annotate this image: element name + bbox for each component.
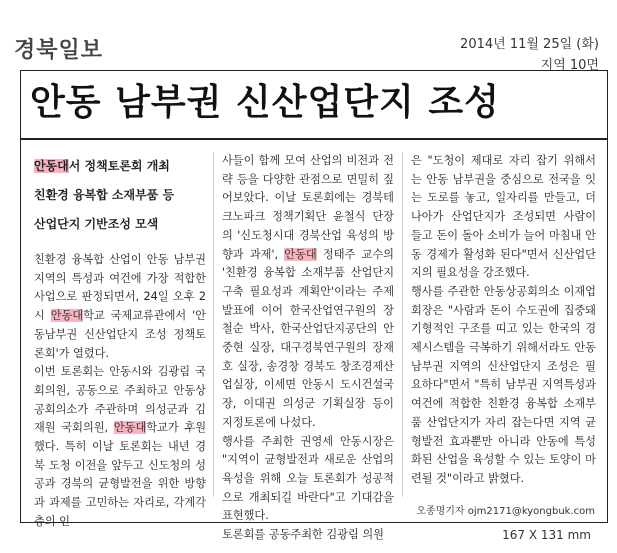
headline-rule: [21, 138, 607, 140]
paragraph: 토론회를 공동주최한 김광림 의원: [222, 528, 384, 542]
subheads: [34, 152, 206, 239]
article-column-3: [411, 152, 596, 489]
paragraph: 친환경 융복합 산업이 안동 남부권 지역의 특성과 여건에 가장 적합한 사업으로 판정되면서, 24일 오후 2시 안동대학교 국제교류관에서 '안동남부권 신산업단지 조성 정책토론회'가 열렸다.: [34, 253, 206, 360]
clipping-size: 167 X 131 mm: [502, 528, 591, 542]
paragraph: 이번 토론회는 안동시와 김광림 국회의원, 공동으로 주최하고 안동상공회의소가 주관하며 의성군과 김재원 국회의원, 안동대학교가 후원했다. 특히 이날 토론회는 내년 경북 도청 이전을 앞두고 신도청의 성공과 경북의 균형발전을 위한 방향과 과제를 고민하는 자리로, 각계각층의 인: [34, 365, 206, 528]
article-column-2: [222, 152, 394, 545]
subhead: 산업단지 기반조성 모색: [34, 217, 159, 231]
column-divider: [213, 152, 214, 497]
section-page: 지역 10면: [540, 58, 599, 73]
column-divider: [402, 152, 403, 497]
paragraph: 은 "도청이 제대로 자리 잡기 위해서는 안동 남부권을 중심으로 전국을 잇는 도로를 놓고, 일자리를 만들고, 더 나아가 산업단지가 조성되면 사람이 들고 돈이 돌아 소비가 늘어 마침내 안동 경제가 활성화 된다"면서 신산업단지의 필요성을 강조했다.: [411, 154, 596, 280]
highlight: 안동대: [50, 309, 84, 323]
highlight: 안동대: [113, 421, 147, 435]
subhead: 안동대서 정책토론회 개최: [34, 159, 170, 173]
article-column-1: [34, 152, 206, 532]
highlight: 안동대: [284, 247, 317, 261]
paragraph: 사들이 함께 모여 산업의 비전과 전략 등을 다양한 관점으로 면밀히 짚어보았다. 이날 토론회에는 경북테크노파크 정책기획단 윤철식 단장의 '신도청시대 경북산업 육성의 방향과 과제', 안동대 정태주 교수의 '친환경 융복합 소재부품 산업단지 구축 필요성과 계획안'이라는 주제발표에 이어 한국산업연구원의 장철순 박사, 한국산업단지공단의 안중현 실장, 대구경북연구원의 장재호 실장, 송경창 경북도 창조경제산업실장, 이세면 안동시 도시건설국장, 이대권 의성군 기획실장 등이 지정토론에 나섰다.: [222, 154, 394, 429]
subhead: 친환경 융복합 소재부품 등: [34, 188, 175, 202]
highlight: 안동대: [34, 159, 69, 173]
masthead: 경북일보: [14, 38, 104, 63]
paragraph: 행사를 주관한 안동상공회의소 이재업 회장은 "사람과 돈이 수도권에 집중돼 기형적인 구조를 띠고 있는 한국의 경제시스템을 극복하기 위해서라도 안동 남부권 지역의 신산업단지 조성은 필요하다"면서 "특히 남부권 지역특성과 여건에 적합한 친환경 융복합 소재부품 산업단지가 자리 잡는다면 지역 균형발전 효과뿐만 아니라 안동에 특성화된 산업을 육성할 수 있는 토양이 마련될 것"이라고 밝혔다.: [411, 284, 596, 485]
byline: 오종명기자 ojm2171@kyongbuk.com: [416, 506, 595, 517]
headline: 안동 남부권 신산업단지 조성: [30, 82, 500, 123]
publish-date: 2014년 11월 25일 (화): [460, 37, 599, 52]
paragraph: 행사를 주최한 권영세 안동시장은 "지역이 균형발전과 새로운 산업의 육성을 위해 오늘 토론회가 성공적으로 개최되길 바란다"고 기대감을 표현했다.: [222, 434, 394, 523]
